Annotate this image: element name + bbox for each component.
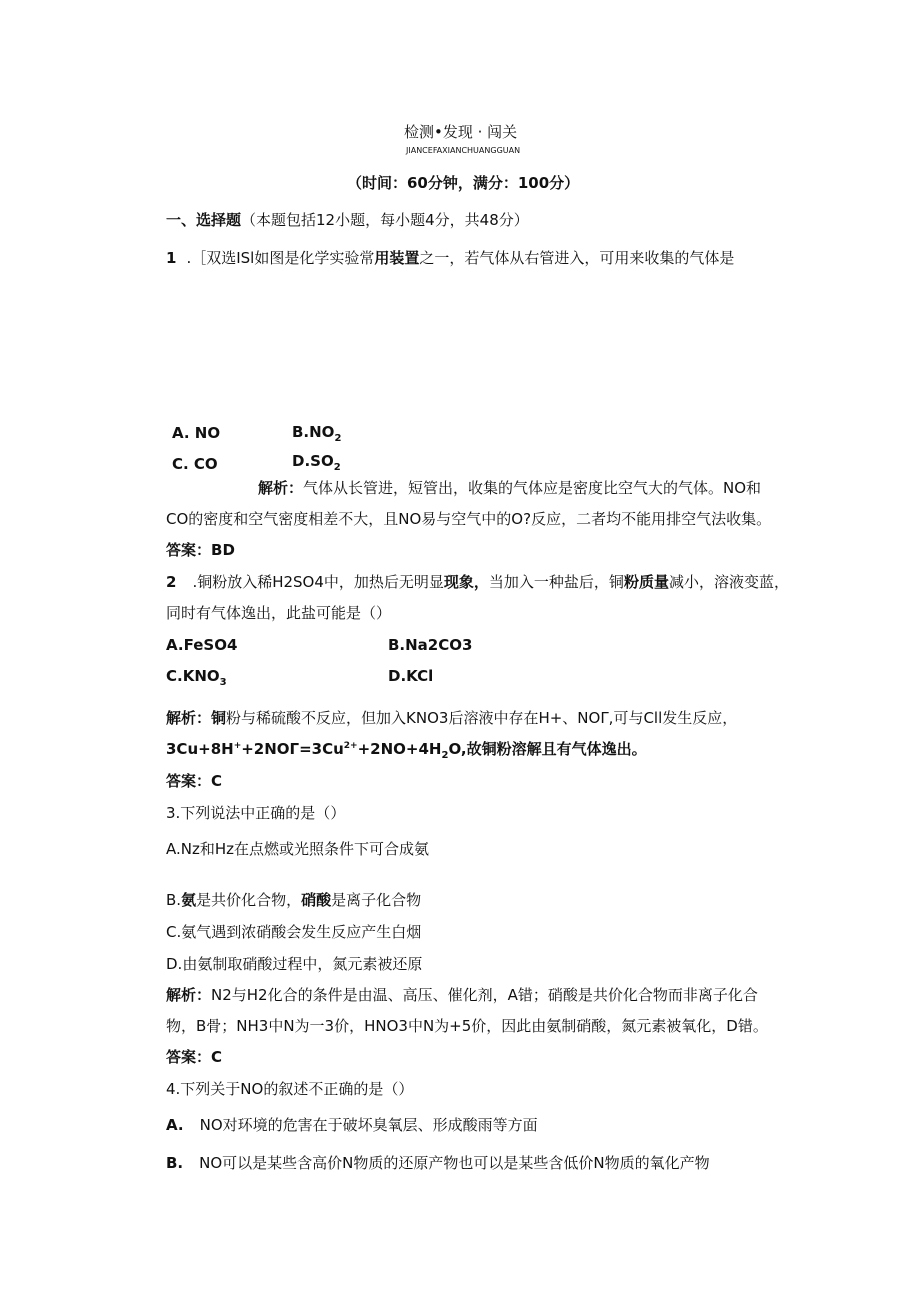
- option-c: C.氨气遇到浓硝酸会发生反应产生白烟: [166, 923, 422, 941]
- option-b-text: 是共价化合物，: [196, 891, 302, 909]
- equation-sub: 2: [441, 750, 449, 761]
- option-c: [166, 666, 227, 688]
- option-a-text: NO对环境的危害在于破坏臭氧层、形成酸雨等方面: [199, 1116, 538, 1134]
- answer-label: 答案：: [166, 1048, 212, 1066]
- option-d-text: D.SO: [292, 452, 334, 470]
- answer-3: [166, 1047, 222, 1067]
- analysis-label: 解析：: [258, 479, 304, 497]
- option-b-text: 是离子化合物: [331, 891, 422, 909]
- analysis-text-bold: 铜: [211, 709, 227, 727]
- answer-label: 答案：: [166, 541, 212, 559]
- question-text-bold: 现象，: [443, 573, 489, 591]
- equation-part: +2NO+4H: [357, 740, 442, 758]
- option-a: [166, 1115, 538, 1135]
- analysis-3-line-2: 物，B骨；NH3中N为一3价，HNO3中N为+5价，因此由氨制硝酸，氮元素被氧化，D错。: [166, 1017, 768, 1035]
- option-b-label: B.: [166, 1154, 184, 1172]
- option-c: C. CO: [172, 455, 218, 473]
- option-d-sub: 2: [333, 462, 341, 473]
- equation-sup: 2+: [343, 741, 358, 751]
- analysis-text: 粉与稀硫酸不反应，但加入KNO3后溶液中存在H+、NOΓ,可与Cll发生反应，: [226, 709, 738, 727]
- analysis-2-equation: [166, 739, 647, 761]
- equation-part: O,故铜粉溶解且有气体逸出。: [448, 740, 647, 758]
- equation-sup: +: [233, 741, 242, 751]
- analysis-2-line-1: [166, 708, 737, 728]
- question-number: 1: [166, 249, 177, 267]
- option-b-prefix: B.: [166, 891, 182, 909]
- option-b-text: NO可以是某些含高价N物质的还原产物也可以是某些含低价N物质的氧化产物: [199, 1154, 710, 1172]
- option-c-text: C.KNO: [166, 667, 220, 685]
- section-heading-desc: （本题包括12小题，每小题4分，共48分）: [241, 211, 529, 229]
- question-text: .［双选ISl如图是化学实验常: [186, 249, 375, 267]
- option-b: [166, 890, 421, 910]
- question-text-bold: 用装置: [374, 249, 420, 267]
- option-b: [166, 1153, 710, 1173]
- option-b-bold: 硝酸: [301, 891, 332, 909]
- equation-part: 3Cu+8H: [166, 740, 234, 758]
- answer-1: [166, 540, 235, 560]
- question-1-stem: [166, 248, 734, 268]
- section-heading-label: 一、选择题: [166, 211, 242, 229]
- option-a: A.Nz和Hz在点燃或光照条件下可合成氨: [166, 840, 430, 858]
- question-text-bold: 粉质量: [623, 573, 669, 591]
- analysis-1-line-2: CO的密度和空气密度相差不大，且NO易与空气中的O?反应，二者均不能用排空气法收集。: [166, 510, 772, 528]
- question-text: 减小，溶液变蓝，: [668, 573, 789, 591]
- option-d: D.KCl: [388, 667, 434, 685]
- question-number: 2: [166, 573, 177, 591]
- page-title-pinyin: JIANCEFAXIANCHUANGGUAN: [406, 146, 521, 155]
- question-4-stem: 4.下列关于NO的叙述不正确的是（）: [166, 1080, 414, 1098]
- answer-label: 答案：: [166, 772, 212, 790]
- option-c-sub: 3: [219, 677, 227, 688]
- analysis-3-line-1: [166, 985, 758, 1005]
- analysis-label: 解析：: [166, 986, 212, 1004]
- option-b: [292, 422, 341, 444]
- question-text: 当加入一种盐后，铜: [488, 573, 624, 591]
- option-a: A.FeSO4: [166, 636, 238, 654]
- section-heading: [166, 210, 529, 230]
- option-b-text: B.NO: [292, 423, 335, 441]
- question-2-stem-line-2: 同时有气体逸出，此盐可能是（）: [166, 604, 392, 622]
- answer-value: C: [211, 1048, 223, 1066]
- option-a: A. NO: [172, 424, 221, 442]
- page-title: 检测•发现 · 闯关: [404, 123, 518, 141]
- question-2-stem-line-1: [166, 572, 789, 592]
- option-b-bold: 氨: [181, 891, 197, 909]
- answer-value: C: [211, 772, 223, 790]
- option-b: B.Na2CO3: [388, 636, 473, 654]
- answer-2: [166, 771, 222, 791]
- option-d: [292, 451, 341, 473]
- option-d: D.由氨制取硝酸过程中，氮元素被还原: [166, 955, 423, 973]
- analysis-text: N2与H2化合的条件是由温、高压、催化剂，A错；硝酸是共价化合物而非离子化合: [211, 986, 758, 1004]
- analysis-label: 解析：: [166, 709, 212, 727]
- option-b-sub: 2: [334, 433, 342, 444]
- equation-part: +2NOΓ=3Cu: [241, 740, 344, 758]
- answer-value: BD: [211, 541, 235, 559]
- question-text: .铜粉放入稀H2SO4中，加热后无明显: [192, 573, 444, 591]
- analysis-1-line-1: [258, 478, 761, 498]
- question-text: 之一，若气体从右管进入，可用来收集的气体是: [419, 249, 735, 267]
- option-a-label: A.: [166, 1116, 184, 1134]
- analysis-text: 气体从长管进，短管出，收集的气体应是密度比空气大的气体。NO和: [303, 479, 762, 497]
- time-note: （时间：60分钟，满分：100分）: [347, 174, 580, 192]
- question-3-stem: 3.下列说法中正确的是（）: [166, 804, 346, 822]
